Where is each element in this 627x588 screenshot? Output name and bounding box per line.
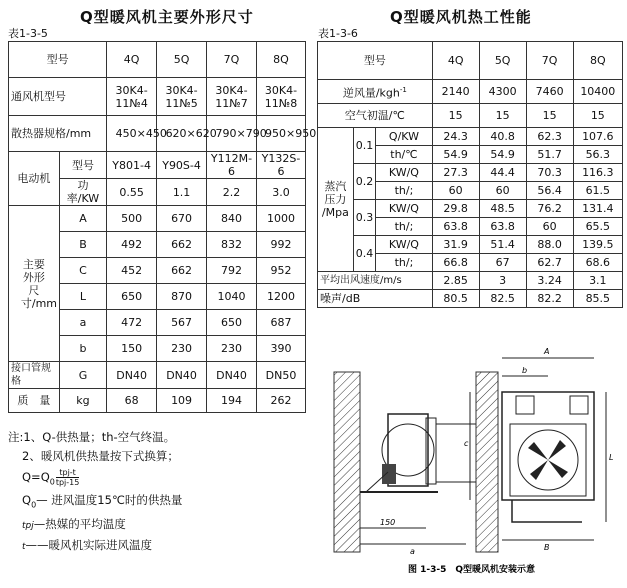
cell: 832 [207, 232, 257, 258]
junction-box [516, 396, 534, 414]
cell: 792 [207, 258, 257, 284]
cell: 30K4-11№7 [215, 83, 248, 110]
cell: 82.2 [526, 290, 573, 308]
cell: Y90S-4 [157, 152, 207, 179]
cell: 2.85 [432, 272, 479, 290]
cell: 662 [157, 232, 207, 258]
pressure-label: 0.4 [353, 236, 376, 272]
cell: 62.7 [526, 254, 573, 272]
dim-label-150: 150 [380, 518, 396, 527]
group-label: 质 量 [9, 389, 60, 413]
row-label: 通风机型号 [9, 78, 107, 116]
row-label: th/; [376, 182, 432, 200]
fan-circle-front [518, 430, 578, 490]
figure-caption: 图 1-3-5 Q型暖风机安装示意 [408, 565, 536, 575]
cell: 56.3 [573, 146, 622, 164]
cell: 68.6 [573, 254, 622, 272]
left-table-number: 表1-3-5 [8, 27, 48, 40]
cell: 15 [432, 104, 479, 128]
row-label: th/; [376, 218, 432, 236]
cell: 952 [256, 258, 305, 284]
dimensions-table [8, 41, 317, 413]
formula: $Q=Q_0$ $\frac{\text{tpj-t}}{\text{tpj-15}}$ [22, 468, 80, 487]
cell: 48.5 [479, 200, 526, 218]
header-label: 型号 [318, 42, 433, 80]
cell: 0.55 [107, 179, 157, 206]
cell: 44.4 [479, 164, 526, 182]
dim-label-b: b [522, 366, 528, 375]
table-row [318, 272, 623, 290]
cell: 56.4 [526, 182, 573, 200]
cell: 1.1 [157, 179, 207, 206]
row-label: 散热器规格/mm [9, 116, 107, 152]
row-label: C [59, 258, 106, 284]
cell: 66.8 [432, 254, 479, 272]
cell: 70.3 [526, 164, 573, 182]
table-row [318, 200, 623, 218]
row-label: th/; [376, 254, 432, 272]
dim-label-B: B [544, 543, 550, 552]
row-label: kg [59, 389, 106, 413]
cell: 870 [157, 284, 207, 310]
table-row [9, 152, 306, 179]
cell: 30K4-11№5 [165, 83, 198, 110]
cell: 27.3 [432, 164, 479, 182]
cell: 4300 [479, 80, 526, 104]
cell: 150 [107, 336, 157, 362]
cell: 2140 [432, 80, 479, 104]
cell: 40.8 [479, 128, 526, 146]
right-table-title: Q型暖风机热工性能 [390, 8, 532, 26]
cell: 54.9 [432, 146, 479, 164]
motor-icon [382, 464, 396, 484]
cell: 450×450 [115, 127, 167, 140]
cell: 60 [526, 218, 573, 236]
cell: 107.6 [573, 128, 622, 146]
cell: 670 [157, 206, 207, 232]
cell: DN40 [107, 362, 157, 389]
table-row [9, 389, 306, 413]
pressure-label: 0.3 [353, 200, 376, 236]
header-col: 7Q [526, 42, 573, 80]
cell: 1000 [256, 206, 305, 232]
cell: DN40 [157, 362, 207, 389]
cell: 51.7 [526, 146, 573, 164]
cell: 88.0 [526, 236, 573, 254]
row-label: 型号 [59, 152, 106, 179]
row-label: Q/KW [376, 128, 432, 146]
cell: 15 [573, 104, 622, 128]
table-row [318, 290, 623, 308]
header-col: 8Q [256, 42, 305, 78]
dim-label-a: a [410, 547, 415, 556]
note-2: 2、暖风机供热量按下式换算； [22, 449, 179, 463]
cell: 63.8 [479, 218, 526, 236]
left-table-title: Q型暖风机主要外形尺寸 [80, 8, 254, 26]
cell: 3 [479, 272, 526, 290]
cell: 472 [107, 310, 157, 336]
cell: 15 [526, 104, 573, 128]
row-label: 功率/KW [59, 179, 106, 206]
right-table-number: 表1-3-6 [318, 27, 358, 40]
cell: 1040 [207, 284, 257, 310]
cell: 10400 [573, 80, 622, 104]
table-row [318, 236, 623, 254]
fan-blades-icon [528, 440, 568, 480]
table-header-row [318, 42, 623, 80]
header-col: 4Q [432, 42, 479, 80]
cell: 62.3 [526, 128, 573, 146]
row-label: KW/Q [376, 200, 432, 218]
left-wall [334, 372, 360, 552]
header-col: 5Q [479, 42, 526, 80]
table-row [9, 116, 306, 152]
cell: Y112M-6 [207, 152, 257, 179]
header-label: 型号 [9, 42, 107, 78]
cell: 109 [157, 389, 207, 413]
dim-label-A: A [544, 347, 550, 356]
cell: 262 [256, 389, 305, 413]
pressure-label: 0.1 [353, 128, 376, 164]
cell: 29.8 [432, 200, 479, 218]
installation-diagram [326, 332, 622, 584]
row-label: A [59, 206, 106, 232]
cell: 567 [157, 310, 207, 336]
cell: 687 [256, 310, 305, 336]
cell: 500 [107, 206, 157, 232]
table-row [318, 80, 623, 104]
row-label: L [59, 284, 106, 310]
row-label: G [59, 362, 106, 389]
formula-fraction: $\frac{\text{tpj-t}}{\text{tpj-15}}$ [55, 468, 80, 487]
cell: 31.9 [432, 236, 479, 254]
group-label: 蒸汽 压力 /Mpa [318, 128, 354, 272]
performance-table [317, 41, 623, 308]
cell: 15 [479, 104, 526, 128]
note-t: t——暖风机实际进风温度 [22, 537, 153, 552]
cell: 790×790 [215, 127, 267, 140]
cell: 80.5 [432, 290, 479, 308]
cell: 65.5 [573, 218, 622, 236]
table-row [318, 104, 623, 128]
cell: 3.24 [526, 272, 573, 290]
header-col: 5Q [157, 42, 207, 78]
cell: 390 [256, 336, 305, 362]
row-label: 空气初温/℃ [318, 104, 433, 128]
cell: 230 [207, 336, 257, 362]
table-row [9, 78, 306, 116]
note-1: 注:1、Q-供热量；th-空气终温。 [8, 430, 176, 444]
cell: Y801-4 [107, 152, 157, 179]
cell: 650 [107, 284, 157, 310]
notes [8, 430, 182, 555]
cell: 24.3 [432, 128, 479, 146]
cell: 492 [107, 232, 157, 258]
header-col: 4Q [107, 42, 157, 78]
cell: 139.5 [573, 236, 622, 254]
row-label: KW/Q [376, 236, 432, 254]
row-label: B [59, 232, 106, 258]
table-row [318, 128, 623, 146]
row-label: KW/Q [376, 164, 432, 182]
cell: 67 [479, 254, 526, 272]
row-label: 逆风量/kgh$^{-1}$ [318, 80, 433, 104]
cell: 1200 [256, 284, 305, 310]
cell: 620×620 [165, 127, 217, 140]
cell: 840 [207, 206, 257, 232]
dim-label-c: c [464, 439, 469, 448]
header-col: 7Q [207, 42, 257, 78]
cell: DN40 [207, 362, 257, 389]
junction-box [570, 396, 588, 414]
table-header-row [9, 42, 306, 78]
cell: 61.5 [573, 182, 622, 200]
table-row [9, 362, 306, 389]
pressure-label: 0.2 [353, 164, 376, 200]
row-label: 噪声/dB [318, 290, 433, 308]
row-label: 平均出风速度/m/s [318, 272, 433, 290]
cell: 63.8 [432, 218, 479, 236]
cell: 992 [256, 232, 305, 258]
note-tpj: tpj—热媒的平均温度 [22, 516, 126, 531]
group-label: 电动机 [9, 152, 60, 206]
cell: 194 [207, 389, 257, 413]
cell: 85.5 [573, 290, 622, 308]
table-row [318, 164, 623, 182]
right-wall [476, 372, 498, 552]
cell: 82.5 [479, 290, 526, 308]
header-col: 8Q [573, 42, 622, 80]
row-label: a [59, 310, 106, 336]
cell: 60 [432, 182, 479, 200]
cell: 116.3 [573, 164, 622, 182]
radiator-front [510, 424, 586, 496]
cell: 68 [107, 389, 157, 413]
drain-pipe [512, 500, 582, 522]
cell: DN50 [256, 362, 305, 389]
cell: 51.4 [479, 236, 526, 254]
group-label: 接口管规格 [9, 362, 60, 389]
cell: 230 [157, 336, 207, 362]
table-row [9, 206, 306, 232]
group-label: 主要外形尺寸/mm [20, 257, 58, 310]
note-q0: $Q_0—$ 进风温度15℃时的供热量 [22, 493, 183, 510]
row-label: th/℃ [376, 146, 432, 164]
cell: 950×950 [264, 127, 317, 140]
cell: 30K4-11№8 [264, 83, 298, 110]
cell: 662 [157, 258, 207, 284]
cell: 76.2 [526, 200, 573, 218]
cell: Y132S-6 [256, 152, 305, 179]
cell: 3.1 [573, 272, 622, 290]
cell: 7460 [526, 80, 573, 104]
dim-label-L: L [609, 453, 614, 462]
cell: 131.4 [573, 200, 622, 218]
cell: 30K4-11№4 [115, 83, 148, 110]
cell: 60 [479, 182, 526, 200]
cell: 3.0 [256, 179, 305, 206]
cell: 54.9 [479, 146, 526, 164]
cell: 650 [207, 310, 257, 336]
row-label: b [59, 336, 106, 362]
cell: 452 [107, 258, 157, 284]
cell: 2.2 [207, 179, 257, 206]
